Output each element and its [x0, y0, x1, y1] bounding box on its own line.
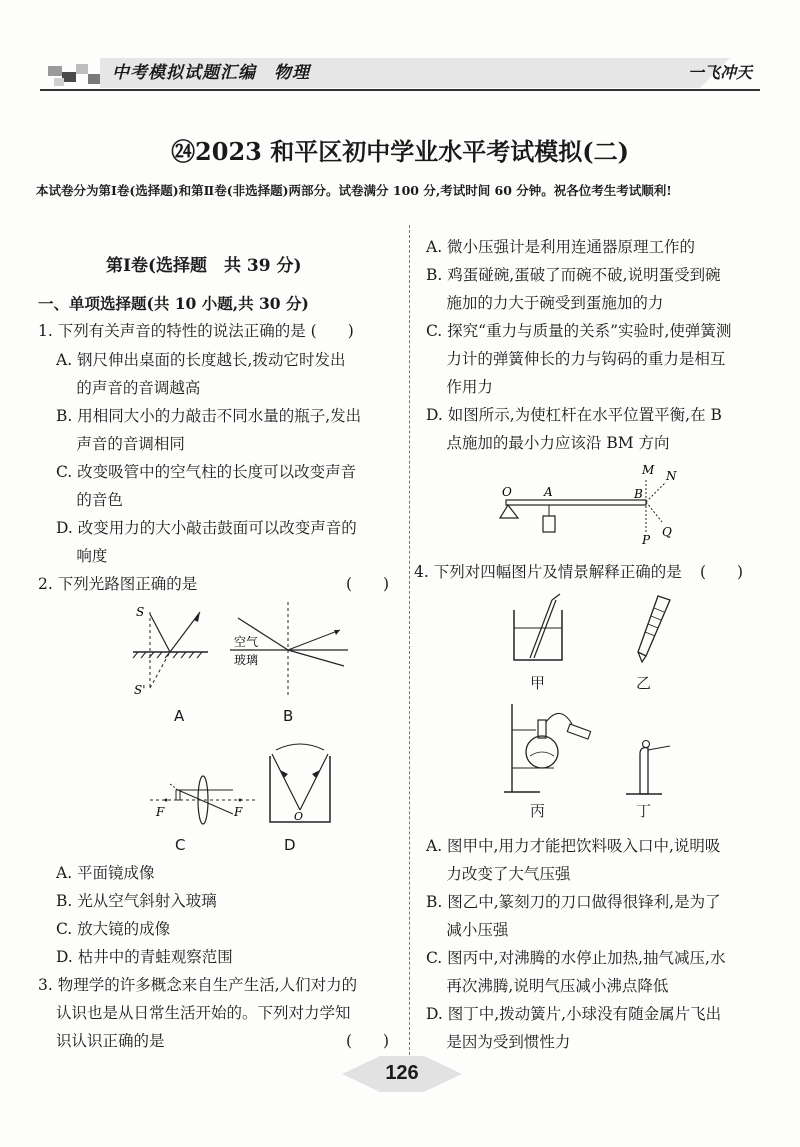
fig-yi-caption: 乙 [636, 674, 652, 692]
q3-option-b: B. 鸡蛋碰碗,蛋破了而碗不破,说明蛋受到碗 [426, 266, 721, 284]
q3-stem-line2: 认识也是从日常生活开始的。下列对力学知 [56, 1004, 351, 1022]
page-number: 126 [385, 1062, 419, 1084]
fig-d-label-o: O [294, 810, 304, 823]
q3-stem-line1: 3. 物理学的许多概念来自生产生活,人们对力的 [38, 976, 358, 994]
q3-option-a: A. 微小压强计是利用连通器原理工作的 [426, 238, 696, 256]
q2-option-c: C. 放大镜的成像 [56, 920, 171, 938]
lever-label-n: N [666, 469, 677, 483]
section-heading: 一、单项选择题(共 10 小题,共 30 分) [38, 294, 309, 313]
fig-a-label-s-image: S' [134, 683, 146, 697]
q4-option-b: B. 图乙中,篆刻刀的刀口做得很锋利,是为了 [426, 893, 721, 911]
fig-b-label-air: 空气 [234, 635, 259, 649]
fig-c-label-f1: F [156, 805, 165, 819]
figure-lever [494, 460, 694, 550]
fig-a-label-s: S [136, 605, 145, 619]
q3-option-c: C. 探究“重力与质量的关系”实验时,使弹簧测 [426, 322, 732, 340]
q1-option-a: A. 钢尺伸出桌面的长度越长,拨动它时发出 [56, 351, 346, 369]
header-rule [40, 89, 760, 91]
q2-option-d: D. 枯井中的青蛙观察范围 [56, 948, 233, 966]
q1-option-a-cont: 的声音的音调越高 [56, 379, 201, 397]
lever-label-b: B [634, 487, 643, 501]
figure-yi-carving-knife [628, 594, 678, 664]
paper-title: ㉔2023 和平区初中学业水平考试模拟(二) [171, 137, 629, 166]
q2-stem: 2. 下列光路图正确的是 [38, 575, 198, 593]
q1-option-b-cont: 声音的音调相同 [56, 435, 185, 453]
q2-option-a: A. 平面镜成像 [56, 864, 155, 882]
figure-d-well [262, 740, 338, 826]
figure-a-mirror [128, 600, 218, 700]
q2-answer-paren: ( ) [346, 575, 390, 593]
q3-option-c-cont2: 作用力 [426, 378, 493, 396]
q3-option-d-cont: 点施加的最小力应该沿 BM 方向 [426, 434, 670, 452]
q1-option-c: C. 改变吸管中的空气柱的长度可以改变声音 [56, 463, 357, 481]
figure-ding-spring-ball [618, 736, 674, 796]
lever-label-a: A [544, 485, 553, 499]
q1-option-b: B. 用相同大小的力敲击不同水量的瓶子,发出 [56, 407, 362, 425]
lever-label-q: Q [662, 525, 672, 539]
fig-a-caption: A [174, 707, 185, 725]
q1-option-d-cont: 响度 [56, 547, 108, 565]
figure-c-magnifier [148, 770, 258, 830]
fig-b-label-glass: 玻璃 [234, 653, 259, 667]
q3-option-d: D. 如图所示,为使杠杆在水平位置平衡,在 B [426, 406, 722, 424]
fig-c-label-f2: F [234, 805, 243, 819]
fig-jia-caption: 甲 [530, 674, 546, 692]
figure-b-refraction [230, 600, 350, 700]
header-title: 中考模拟试题汇编 物理 [112, 63, 310, 83]
fig-c-caption: C [175, 836, 186, 854]
paper-intro: 本试卷分为第Ⅰ卷(选择题)和第Ⅱ卷(非选择题)两部分。试卷满分 100 分,考试时间 60 分钟。祝各位考生考试顺利! [36, 183, 672, 198]
header-brand: 一飞冲天 [687, 63, 752, 82]
figure-jia-straw-cup [508, 592, 568, 664]
q3-stem-line3: 识认识正确的是 [56, 1032, 165, 1050]
fig-ding-caption: 丁 [636, 802, 652, 820]
q1-stem: 1. 下列有关声音的特性的说法正确的是 ( ) [38, 322, 354, 340]
q4-option-a-cont: 力改变了大气压强 [426, 865, 571, 883]
q3-answer-paren: ( ) [346, 1032, 390, 1050]
q4-option-c-cont: 再次沸腾,说明气压减小沸点降低 [426, 977, 669, 995]
lever-label-p: P [642, 533, 651, 547]
q4-option-c: C. 图丙中,对沸腾的水停止加热,抽气减压,水 [426, 949, 726, 967]
fig-b-caption: B [283, 707, 294, 725]
q4-option-a: A. 图甲中,用力才能把饮料吸入口中,说明吸 [426, 837, 721, 855]
fig-bing-caption: 丙 [530, 802, 546, 820]
q3-option-b-cont: 施加的力大于碗受到蛋施加的力 [426, 294, 664, 312]
q4-option-d-cont: 是因为受到惯性力 [426, 1033, 571, 1051]
q2-option-b: B. 光从空气斜射入玻璃 [56, 892, 217, 910]
q4-answer-paren: ( ) [700, 563, 744, 581]
part1-heading: 第Ⅰ卷(选择题 共 39 分) [106, 256, 302, 276]
q1-option-d: D. 改变用力的大小敲击鼓面可以改变声音的 [56, 519, 357, 537]
q4-option-d: D. 图丁中,拨动簧片,小球没有随金属片飞出 [426, 1005, 722, 1023]
fig-d-caption: D [284, 836, 296, 854]
lever-label-m: M [642, 463, 655, 477]
q1-option-c-cont: 的音色 [56, 491, 123, 509]
column-divider [409, 225, 410, 1065]
q4-option-b-cont: 减小压强 [426, 921, 509, 939]
figure-bing-flask-syringe [500, 700, 600, 796]
q4-stem: 4. 下列对四幅图片及情景解释正确的是 [414, 563, 682, 581]
q3-option-c-cont1: 力计的弹簧伸长的力与钩码的重力是相互 [426, 350, 726, 368]
lever-label-o: O [502, 485, 512, 499]
